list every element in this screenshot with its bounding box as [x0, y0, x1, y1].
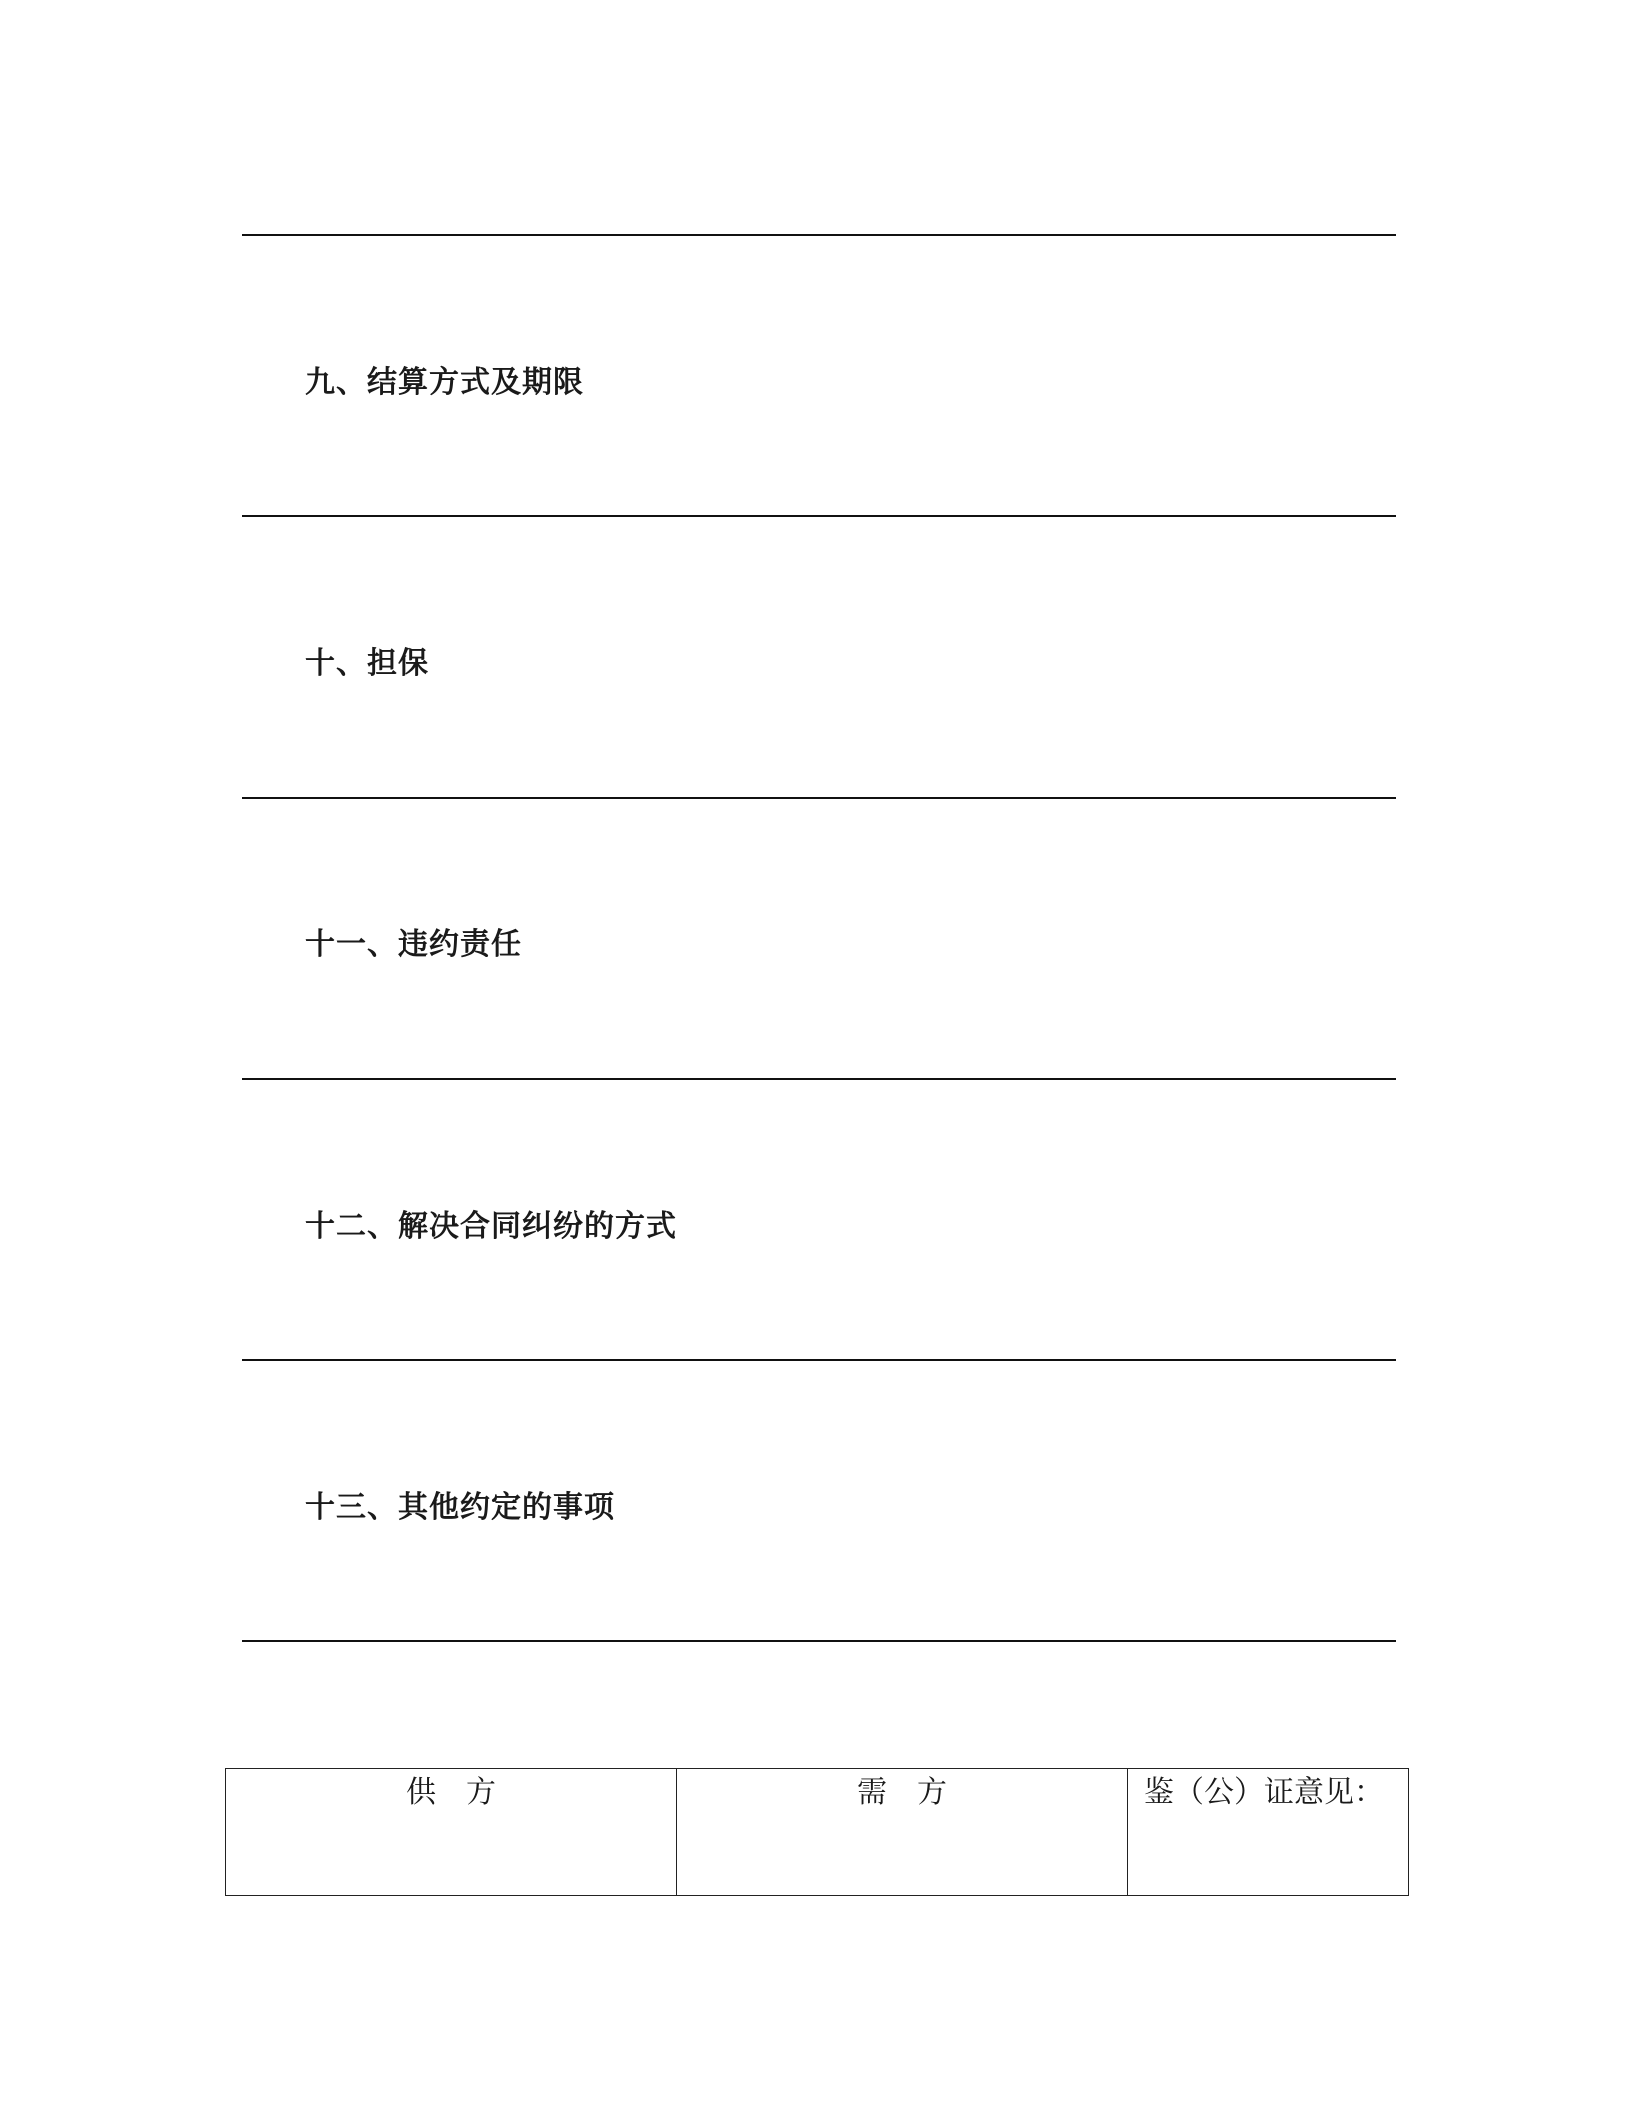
signature-table	[225, 1768, 1409, 1896]
section-heading-other: 十三、其他约定的事项	[305, 1490, 615, 1525]
divider-line	[242, 1359, 1396, 1361]
divider-line	[242, 797, 1396, 799]
section-heading-guarantee: 十、担保	[305, 646, 429, 681]
supplier-cell: 供 方	[226, 1769, 677, 1896]
divider-line	[242, 1640, 1396, 1642]
section-heading-dispute: 十二、解决合同纠纷的方式	[305, 1209, 677, 1244]
buyer-cell: 需 方	[677, 1769, 1128, 1896]
section-heading-liability: 十一、违约责任	[305, 927, 522, 962]
notary-opinion-cell: 鉴（公）证意见：	[1128, 1769, 1409, 1896]
divider-line	[242, 234, 1396, 236]
divider-line	[242, 1078, 1396, 1080]
section-heading-settlement: 九、结算方式及期限	[305, 365, 584, 400]
divider-line	[242, 515, 1396, 517]
